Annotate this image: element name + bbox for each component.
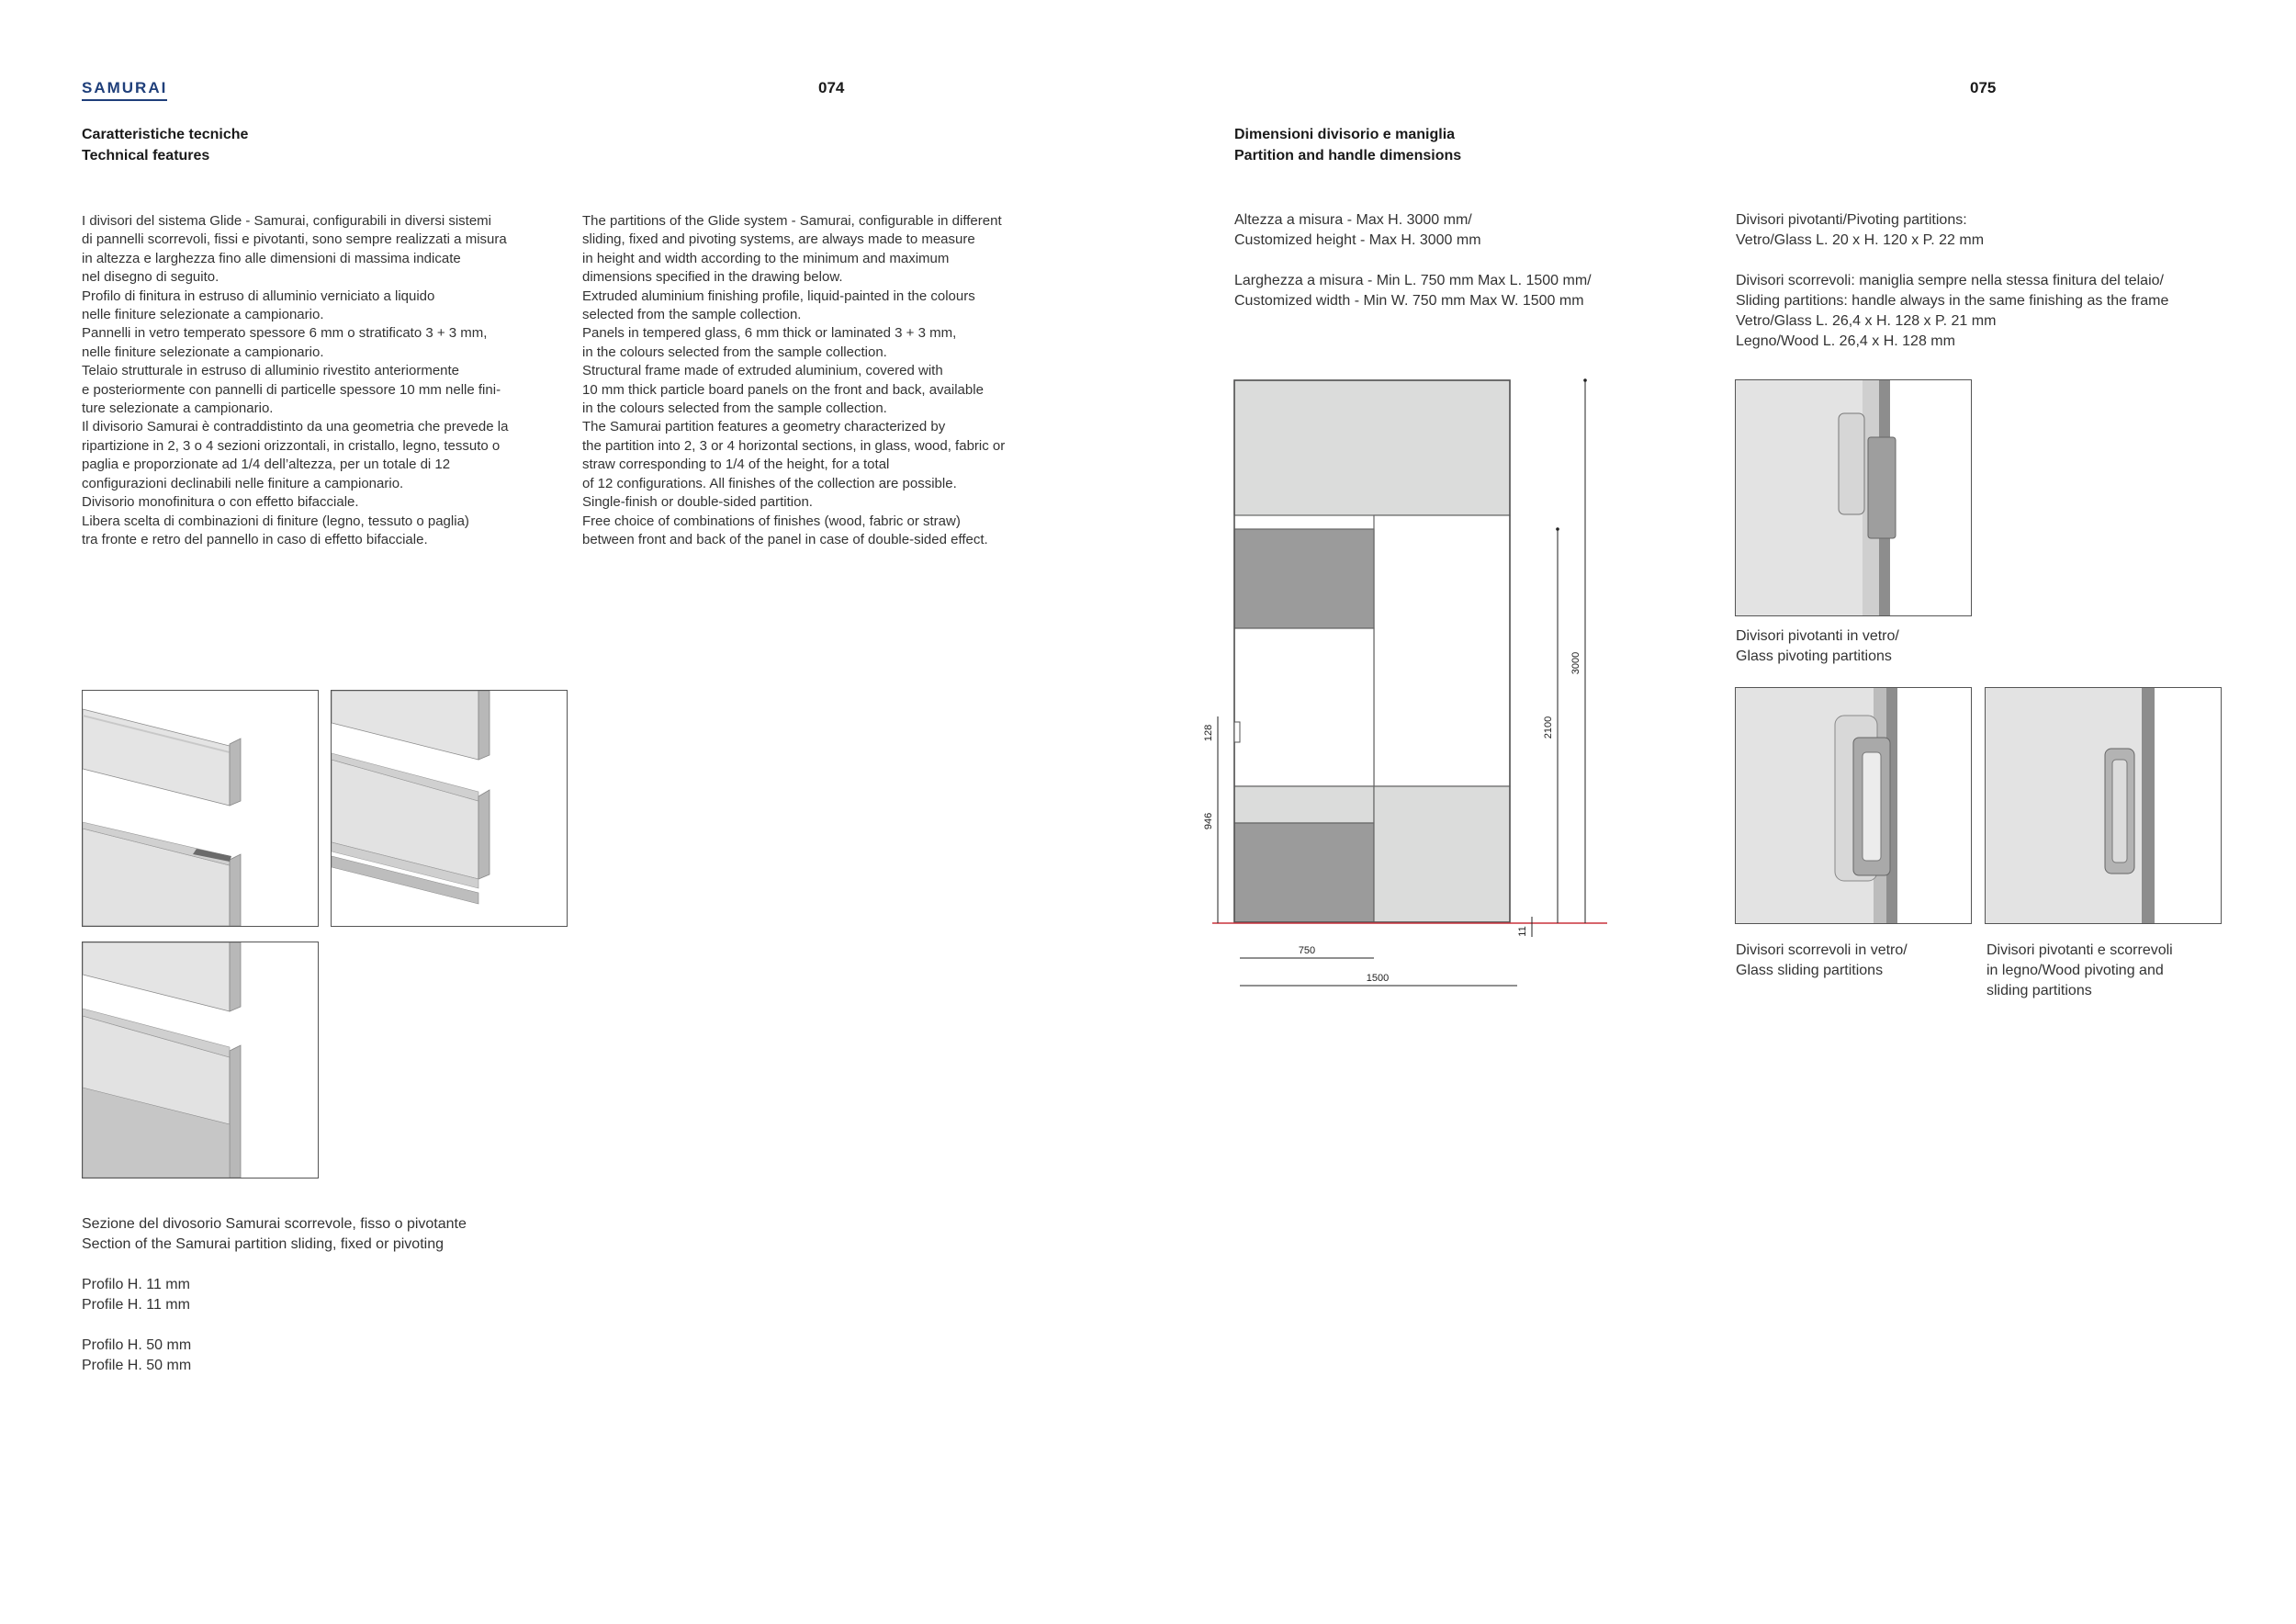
text-line: straw corresponding to 1/4 of the height, for a total [582,457,890,473]
text-line: Panels in tempered glass, 6 mm thick or laminated 3 + 3 mm, [582,325,957,342]
caption-line: Divisori scorrevoli in vetro/ [1736,942,1908,958]
text-line: Profilo di finitura in estruso di alluminio verniciato a liquido [82,288,435,304]
caption-line: Profile H. 50 mm [82,1358,192,1373]
text-line: Single-finish or double-sided partition. [582,494,813,511]
text-line: tra fronte e retro del pannello in caso di effetto bifacciale. [82,531,428,547]
text-line: Telaio strutturale in estruso di alluminio rivestito anteriormente [82,363,460,379]
handle-mark [1234,722,1240,742]
caption-line: Profilo H. 11 mm [82,1277,190,1292]
caption-line: Profilo H. 50 mm [82,1337,192,1353]
text-line: di pannelli scorrevoli, fissi e pivotanti, sono sempre realizzati a misura [82,231,507,248]
profile-11-caption [82,1275,190,1315]
page-number-right: 075 [1970,79,1997,96]
text-line: I divisori del sistema Glide - Samurai, configurabili in diversi sistemi [82,213,491,229]
text-line: in height and width according to the minimum and maximum [582,250,950,266]
technical-text-italian [82,212,508,549]
text-line: Structural frame made of extruded aluminium, covered with [582,363,943,379]
text-line: selected from the sample collection. [582,307,802,323]
panel-dark-lower [1234,823,1374,922]
caption-line: sliding partitions [1986,983,2092,998]
dim-label-3000: 3000 [1570,651,1581,675]
brand-logo: SAMURAI [82,79,167,101]
section-illustration-3 [82,942,319,1179]
spec-line: Divisori pivotanti/Pivoting partitions: [1736,212,1967,228]
panel-middle-right [1374,515,1510,786]
text-line: ture selezionate a campionario. [82,400,274,417]
text-line: configurazioni declinabili nelle finiture a campionario. [82,475,404,491]
text-line: nelle finiture selezionate a campionario. [82,307,324,323]
partition-elevation-drawing [1194,367,1626,992]
panel-top-glass [1234,380,1510,515]
text-line: in altezza e larghezza fino alle dimensioni di massima indicate [82,250,461,266]
caption-line: Glass pivoting partitions [1736,648,1892,664]
spec-line: Customized height - Max H. 3000 mm [1234,232,1481,248]
text-line: between front and back of the panel in case of double-sided effect. [582,531,988,547]
handle-spec [1736,210,2168,352]
handle-illustration-wood [1985,687,2222,924]
dim-label-750: 750 [1298,945,1316,956]
caption-glass-sliding [1736,941,1908,981]
heading-it: Dimensioni divisorio e maniglia [1234,127,1456,142]
text-line: of 12 configurations. All finishes of the collection are possible. [582,475,957,491]
caption-glass-pivot [1736,626,1899,667]
spec-line: Legno/Wood L. 26,4 x H. 128 mm [1736,333,1955,349]
text-line: dimensions specified in the drawing below. [582,269,843,286]
spec-line: Vetro/Glass L. 26,4 x H. 128 x P. 21 mm [1736,313,1997,329]
text-line: Pannelli in vetro temperato spessore 6 mm o stratificato 3 + 3 mm, [82,325,488,342]
profile-50-caption [82,1336,191,1376]
caption-line: Sezione del divosorio Samurai scorrevole, fisso o pivotante [82,1216,467,1232]
dim-label-2100: 2100 [1543,716,1554,739]
caption-line: Divisori pivotanti in vetro/ [1736,628,1899,644]
caption-wood [1986,941,2173,1001]
heading-it: Caratteristiche tecniche [82,127,249,142]
section-caption [82,1214,467,1255]
spec-line: Divisori scorrevoli: maniglia sempre nella stessa finitura del telaio/ [1736,273,2164,288]
heading-en: Technical features [82,148,210,164]
caption-line: in legno/Wood pivoting and [1986,963,2164,978]
text-line: in the colours selected from the sample collection. [582,344,887,360]
text-line: paglia e proporzionate ad 1/4 dell’altezza, per un totale di 12 [82,457,451,473]
dim-label-946: 946 [1203,812,1214,830]
section-heading-technical [82,124,248,166]
text-line: e posteriormente con pannelli di particelle spessore 10 mm nelle fini- [82,381,501,398]
text-line: nelle finiture selezionate a campionario. [82,344,324,360]
dim-label-11: 11 [1517,926,1528,937]
section-heading-dimensions [1234,124,1461,166]
handle-illustration-glass-pivot [1735,379,1972,616]
text-line: The Samurai partition features a geometry characterized by [582,419,946,435]
spec-line: Altezza a misura - Max H. 3000 mm/ [1234,212,1472,228]
text-line: The partitions of the Glide system - Samurai, configurable in different [582,213,1002,229]
handle-illustration-glass-sliding [1735,687,1972,924]
text-line: in the colours selected from the sample collection. [582,400,887,417]
dim-label-128: 128 [1203,724,1214,742]
text-line: Divisorio monofinitura o con effetto bifacciale. [82,494,359,511]
spec-line: Vetro/Glass L. 20 x H. 120 x P. 22 mm [1736,232,1985,248]
panel-white-left [1234,628,1374,786]
text-line: Free choice of combinations of finishes (wood, fabric or straw) [582,513,961,529]
spec-line: Sliding partitions: handle always in the same finishing as the frame [1736,293,2169,309]
page-number-left: 074 [818,79,845,96]
caption-line: Divisori pivotanti e scorrevoli [1986,942,2173,958]
section-illustration-2 [331,690,568,927]
spec-line: Customized width - Min W. 750 mm Max W. 1500 mm [1234,293,1584,309]
height-spec [1234,210,1481,251]
caption-line: Section of the Samurai partition sliding, fixed or pivoting [82,1236,444,1252]
text-line: Extruded aluminium finishing profile, liquid-painted in the colours [582,288,975,304]
panel-dark-upper [1234,529,1374,628]
spec-line [1736,251,2168,271]
text-line: Libera scelta di combinazioni di finiture (legno, tessuto o paglia) [82,513,469,529]
text-line: Il divisorio Samurai è contraddistinto da una geometria che prevede la [82,419,509,435]
text-line: 10 mm thick particle board panels on the front and back, available [582,381,984,398]
dim-label-1500: 1500 [1366,973,1390,984]
text-line: sliding, fixed and pivoting systems, are always made to measure [582,231,975,248]
text-line: ripartizione in 2, 3 o 4 sezioni orizzontali, in cristallo, legno, tessuto o [82,437,501,454]
caption-line: Glass sliding partitions [1736,963,1884,978]
section-illustration-1 [82,690,319,927]
spec-line: Larghezza a misura - Min L. 750 mm Max L. 1500 mm/ [1234,273,1592,288]
width-spec [1234,271,1592,311]
text-line: the partition into 2, 3 or 4 horizontal sections, in glass, wood, fabric or [582,437,1006,454]
text-line: nel disegno di seguito. [82,269,219,286]
technical-text-english [582,212,1005,549]
panel-light-band [1234,786,1374,823]
caption-line: Profile H. 11 mm [82,1297,190,1313]
panel-light-lower-right [1374,786,1510,922]
heading-en: Partition and handle dimensions [1234,148,1462,164]
